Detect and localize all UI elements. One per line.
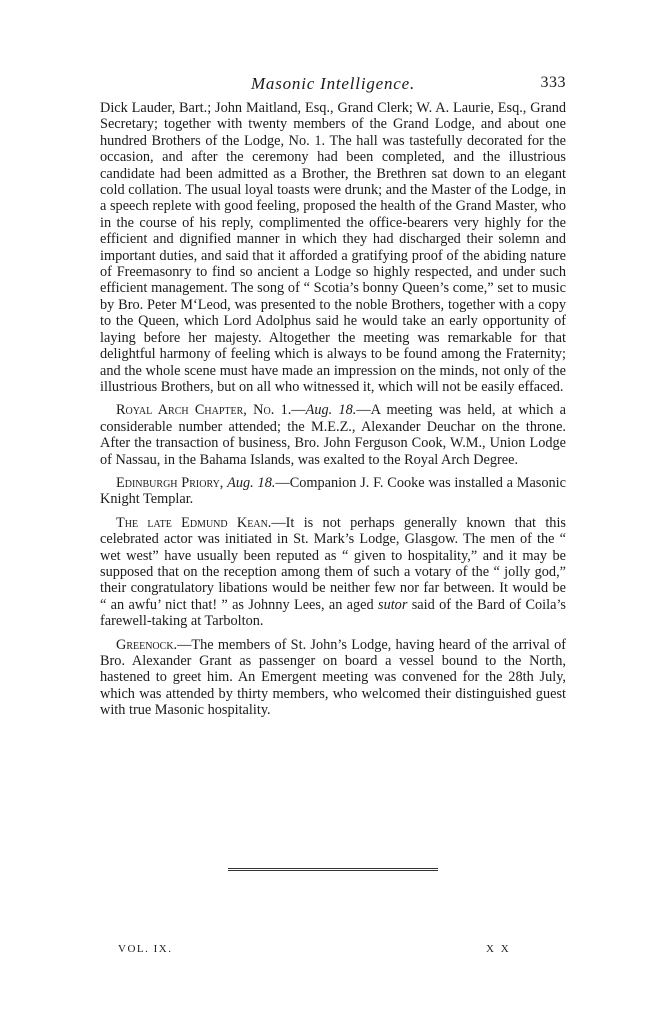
- page-header: [100, 74, 566, 98]
- paragraph-greenock: [100, 637, 566, 719]
- section-heading: Greenock.: [116, 636, 178, 653]
- paragraph-text: Dick Lauder, Bart.; John Maitland, Esq., Grand Clerk; W. A. Laurie, Esq., Grand Secretary; together with twenty members of the Grand Lodge, and about one hundred Brothers of the Lodge, No. 1. The hall was tastefully decorated for the occasion, and after the ceremony had been completed, and the illustrious candidate had been admitted as a Brother, the Brethren sat down to an elegant cold collation. The usual loyal toasts were drunk; and the Master of the Lodge, in a speech replete with good feeling, proposed the health of the Grand Master, who in the course of his reply, complimented the office-bearers very highly for the efficient and dignified manner in which they had discharged their solemn and important duties, and said that it afforded a gratifying proof of the abiding nature of Freemasonry to find so ancient a Lodge so highly respected, and under such efficient management. The song of “ Scotia’s bonny Queen’s come,” set to music by Bro. Peter M‘Leod, was presented to the noble Brothers, together with a copy to the Queen, which Lord Adolphus said he would take an early opportunity of laying before her majesty. Altogether the meeting was remarkable for that delightful harmony of feeling which is always to be found among the Fraternity; and the whole scene must have made an impression on the minds, not only of the illustrious Brothers, but on all who witnessed it, which will not be easily effaced.: [100, 100, 566, 395]
- paragraph-text: —The members of St. John’s Lodge, having heard of the arrival of Bro. Alexander Grant as passenger on board a vessel bound to the North, hastened to greet him. An Emergent meeting was convened for the 28th July, which was attended by thirty members, who welcomed their distinguished guest with true Masonic hospitality.: [100, 636, 566, 719]
- paragraph-text: —Companion J. F. Cooke was installed a Masonic Knight Templar.: [100, 474, 566, 508]
- section-date: Aug. 18.: [227, 474, 276, 491]
- paragraph-text: —A meeting was held, at which a considerable number attended; the M.E.Z., Alexander Deuchar on the throne. After the transaction of business, Bro. John Ferguson Cook, W.M., Union Lodge of Nassau, in the Bahama Islands, was exalted to the Royal Arch Degree.: [100, 402, 566, 468]
- section-heading: The late Edmund Kean.: [116, 514, 272, 531]
- paragraph-text: —It is not perhaps generally known that this celebrated actor was initiated in St. Mark’s Lodge, Glasgow. The men of the “ wet west” have usually been reputed as “ given to hospitality,” and it may be supposed that on the reception among them of such a votary of the “ jolly god,” their congratulatory libations would be neither few nor far between. It would be “ an awfu’ nict that! ” as Johnny Lees, an aged: [100, 514, 566, 613]
- paragraph-text: said of the Bard of Coila’s farewell-taking at Tarbolton.: [100, 596, 567, 630]
- signature-mark: X X: [486, 943, 511, 955]
- section-heading: Edinburgh Priory,: [116, 474, 228, 491]
- section-date: Aug. 18.: [305, 402, 357, 419]
- italic-word: sutor: [378, 596, 408, 613]
- paragraph-edinburgh-priory: [100, 475, 566, 508]
- section-heading: Royal Arch Chapter, No. 1.—: [116, 402, 306, 419]
- volume-label: VOL. IX.: [118, 943, 173, 955]
- page-number: 333: [540, 74, 566, 91]
- running-title: Masonic Intelligence.: [250, 74, 416, 93]
- section-divider: [228, 868, 438, 871]
- paragraph-edmund-kean: [100, 515, 566, 630]
- paragraph-installation-report: [100, 100, 566, 395]
- paragraph-royal-arch-chapter: [100, 402, 566, 468]
- article-body: [100, 100, 566, 726]
